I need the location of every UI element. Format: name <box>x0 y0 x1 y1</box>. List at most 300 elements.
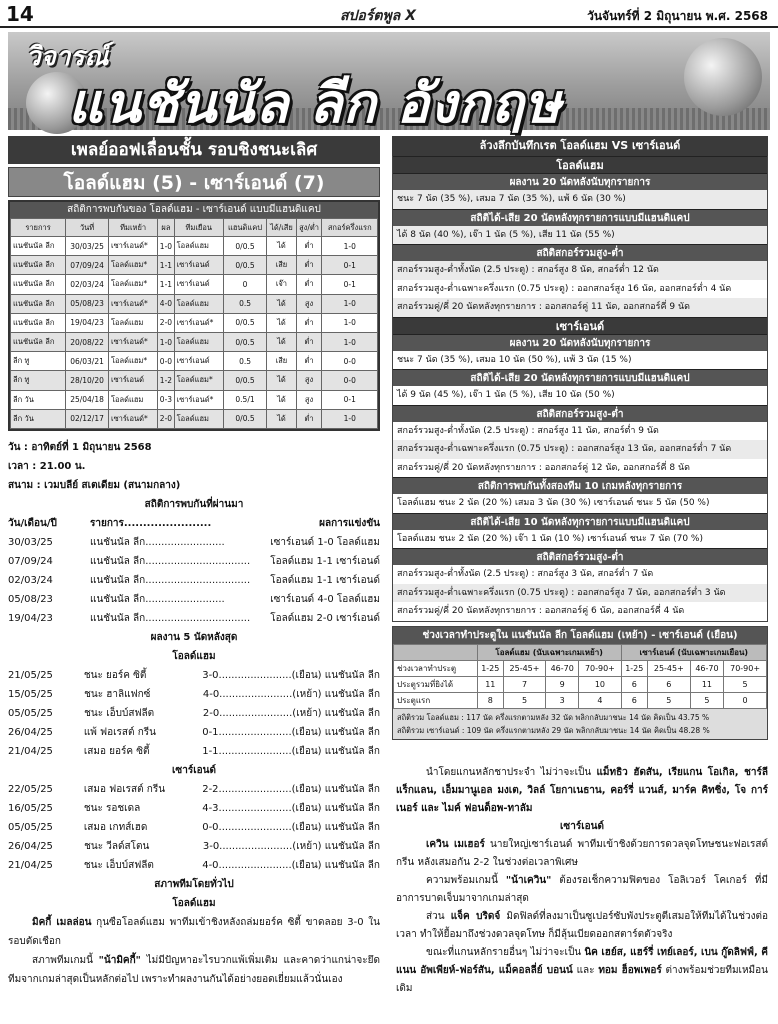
goal-timing-cell: 4 <box>579 692 621 708</box>
list-item-date: 22/05/25 <box>8 784 53 795</box>
list-item-venue: (เหย้า) แนชันนัล ลีก <box>292 841 380 852</box>
comeback-team2: สถิติรวม เซาร์เอนด์ : 109 นัด ครึ่งแรกตามหลัง 29 นัด พลิกกลับมาชนะ 14 นัด คิดเป็น 48.28 % <box>397 725 710 735</box>
team2-ou-heading: สถิติสกอร์รวมสูง-ต่ำ <box>393 405 767 422</box>
goal-timing-cell: 7 <box>503 676 545 692</box>
list-item <box>8 704 380 723</box>
goal-timing-cell: 46-70 <box>690 660 723 676</box>
stats-col-header: ทีมเยือน <box>174 219 223 237</box>
stats-cell: 1-0 <box>322 313 378 332</box>
stats-cell: ต่ำ <box>296 409 322 428</box>
stats-cell: 0/0.5 <box>223 371 266 390</box>
stats-row <box>11 371 378 390</box>
stats-cell: สูง <box>296 294 322 313</box>
list-item-comp: แนชันนัล ลีก................................. <box>90 556 251 567</box>
stats-cell: ลีก ทู <box>11 352 66 371</box>
team1-ou-line: สกอร์รวมสูง-ต่ำเฉพาะครึ่งแรก (0.75 ประตู) : ออกสกอร์สูง 16 นัด, ออกสกอร์ต่ำ 4 นัด <box>397 283 732 294</box>
stats-cell: โอลด์แฮม* <box>109 275 158 294</box>
list-item-opp: เสมอ เกทส์เฮด <box>83 822 148 833</box>
stats-cell: ต่ำ <box>296 352 322 371</box>
h2h-ou-heading: สถิติสกอร์รวมสูง-ต่ำ <box>393 548 767 565</box>
team1-lineup-paragraph <box>396 764 768 818</box>
player-name: แจ็ค บริดจ์ <box>450 911 501 922</box>
goal-timing-label: ประตูรวมที่ยิงได้ <box>394 676 478 692</box>
list-item-score: 0-0....................... <box>202 822 292 833</box>
stats-cell: ต่ำ <box>296 275 322 294</box>
list-item-venue: (เยือน) แนชันนัล ลีก <box>291 860 380 871</box>
list-item-score: 4-0....................... <box>202 860 292 871</box>
stats-cell: เสีย <box>267 256 296 275</box>
stats-cell: โอลด์แฮม* <box>174 371 223 390</box>
stats-cell: เซาร์เอนด์ <box>174 352 223 371</box>
goal-timing-label: ประตูแรก <box>394 692 478 708</box>
manager-name: มิคกี้ เมลล่อน <box>32 917 92 928</box>
team2-form-heading: ผลงาน 20 นัดหลังนับทุกรายการ <box>393 334 767 351</box>
list-item-date: 05/08/23 <box>8 594 53 605</box>
list-item-venue: (เยือน) แนชันนัล ลีก <box>291 803 380 814</box>
list-item-venue: (เยือน) แนชันนัล ลีก <box>291 784 380 795</box>
stats-cell: 02/03/24 <box>66 275 109 294</box>
stats-cell: 0.5 <box>223 294 266 313</box>
list-item-comp: แนชันนัล ลีก................................. <box>90 575 251 586</box>
stats-col-header: แฮนดิแคป <box>223 219 266 237</box>
list-item-date: 30/03/25 <box>8 537 53 548</box>
list-item-date: 21/04/25 <box>8 746 53 757</box>
stats-row <box>11 294 378 313</box>
goal-timing-heading: ช่วงเวลาทำประตูใน แนชันนัล ลีก โอลด์แฮม (เหย้า) - เซาร์เอนด์ (เยือน) <box>393 627 767 644</box>
list-item <box>8 590 380 609</box>
stats-cell: เซาร์เอนด์ <box>109 371 158 390</box>
list-item-score: 4-3....................... <box>202 803 292 814</box>
goal-timing-cell: 6 <box>621 676 647 692</box>
h2h-col-result: ผลการแข่งขัน <box>319 518 380 529</box>
list-item-date: 16/05/25 <box>8 803 53 814</box>
team1-ou-line: สกอร์รวมคู่/คี่ 20 นัดหลังทุกรายการ : ออกสกอร์คู่ 11 นัด, ออกสกอร์คี่ 9 นัด <box>393 298 767 317</box>
list-item-comp: แนชันนัล ลีก................................. <box>90 613 251 624</box>
list-item-opp: เสมอ ฟอเรสต์ กรีน <box>83 784 166 795</box>
list-item-opp: ชนะ เอ็บบ์สฟลีต <box>83 860 154 871</box>
stats-cell: 0/0.5 <box>223 409 266 428</box>
stats-cell: 1-0 <box>322 409 378 428</box>
stats-cell: 05/08/23 <box>66 294 109 313</box>
stats-cell: เซาร์เอนด์* <box>174 313 223 332</box>
stats-cell: ได้ <box>267 371 296 390</box>
team1-ou-line: สกอร์รวมสูง-ต่ำทั้งนัด (2.5 ประตู) : สกอร์สูง 8 นัด, สกอร์ต่ำ 12 นัด <box>393 261 767 280</box>
list-item-comp: แนชันนัล ลีก......................... <box>90 537 225 548</box>
stats-cell: 0/0.5 <box>223 313 266 332</box>
goal-timing-cell: 70-90+ <box>724 660 767 676</box>
stats-cell: โอลด์แฮม* <box>109 352 158 371</box>
handicap-stats-table <box>10 218 378 429</box>
football-right-icon <box>684 38 762 116</box>
h2h-ou-line: สกอร์รวมคู่/คี่ 20 นัดหลังทุกรายการ : ออกสกอร์คู่ 6 นัด, ออกสกอร์คี่ 4 นัด <box>397 606 685 616</box>
stats-cell: 07/09/24 <box>66 256 109 275</box>
list-item-date: 21/04/25 <box>8 860 53 871</box>
goal-timing-cell: 5 <box>647 692 690 708</box>
list-item-venue: (เหย้า) แนชันนัล ลีก <box>292 689 380 700</box>
comeback-team1: สถิติรวม โอลด์แฮม : 117 นัด ครึ่งแรกตามหลัง 32 นัด พลิกกลับมาชนะ 14 นัด คิดเป็น 43.75 % <box>397 712 710 722</box>
list-item-venue: (เยือน) แนชันนัล ลีก <box>291 746 380 757</box>
stats-row <box>11 332 378 351</box>
list-item-score: 4-0....................... <box>202 689 293 700</box>
list-item <box>8 780 380 799</box>
condition-paragraph-2 <box>8 951 380 989</box>
stats-cell: 0-0 <box>322 352 378 371</box>
list-item-result: โอลด์แฮม 2-0 เซาร์เอนด์ <box>270 613 380 624</box>
list-item <box>8 837 380 856</box>
list-item-date: 26/04/25 <box>8 727 53 738</box>
manager-nickname: "น้ามิคกี้" <box>98 955 141 966</box>
team2-text-4b: และ <box>572 965 599 976</box>
list-item-result: โอลด์แฮม 1-1 เซาร์เอนด์ <box>270 575 380 586</box>
stats-cell: 25/04/18 <box>66 390 109 409</box>
goal-timing-table <box>393 644 767 709</box>
list-item-score: 3-0....................... <box>202 841 293 852</box>
list-item-score: 1-1....................... <box>202 746 292 757</box>
team2-form-line: ชนะ 7 นัด (35 %), เสมอ 10 นัด (50 %), แพ้ 3 นัด (15 %) <box>397 354 632 365</box>
h2h-title: สถิติการพบกันที่ผ่านมา <box>144 499 244 510</box>
team2-paragraph-4 <box>396 944 768 998</box>
team1-form-heading: ผลงาน 20 นัดหลังนับทุกรายการ <box>393 173 767 190</box>
stats-cell: เสีย <box>267 352 296 371</box>
player-names: นิค เฮย์ส, แฮร์รี่ เทย์เลอร์, เบน กู๊ดลิฟฟ์, คีแนน อัพเพียห์-ฟอร์สัน, แม็คอลลี่ย์ บอนน์ <box>396 947 768 976</box>
stats-cell: 1-0 <box>158 332 174 351</box>
banner-title: แนชันนัล ลีก อังกฤษ <box>68 72 562 135</box>
handicap-stats-title: สถิติการพบกันของ โอลด์แฮม - เซาร์เอนด์ แบบมีแฮนดิแคป <box>10 202 378 218</box>
list-item-score: 0-1....................... <box>202 727 292 738</box>
stats-cell: สูง <box>296 371 322 390</box>
team1-handicap-line: ได้ 8 นัด (40 %), เจ๊า 1 นัด (5 %), เสีย 11 นัด (55 %) <box>393 226 767 245</box>
match-info <box>8 438 380 989</box>
match-heading: โอลด์แฮม (5) - เซาร์เอนด์ (7) <box>8 167 380 197</box>
stats-cell: 0-0 <box>322 371 378 390</box>
list-item-date: 05/05/25 <box>8 822 53 833</box>
team2-text-3a: ส่วน <box>426 911 451 922</box>
stats-col-header: วันที่ <box>66 219 109 237</box>
stats-cell: เซาร์เอนด์* <box>174 390 223 409</box>
rate-analysis-box <box>392 156 768 622</box>
team2-handicap-heading: สถิติได้-เสีย 20 นัดหลังทุกรายการแบบมีแฮนดิแคป <box>393 369 767 386</box>
stats-row <box>11 237 378 256</box>
stats-row <box>11 409 378 428</box>
stats-cell: ได้ <box>267 313 296 332</box>
goal-timing-cell: 0 <box>724 692 767 708</box>
form-team1-title: โอลด์แฮม <box>172 651 216 662</box>
form-team1-list <box>8 666 380 761</box>
stats-cell: 20/08/22 <box>66 332 109 351</box>
stats-cell: 02/12/17 <box>66 409 109 428</box>
list-item <box>8 799 380 818</box>
stats-cell: เซาร์เอนด์* <box>109 409 158 428</box>
stats-cell: ต่ำ <box>296 332 322 351</box>
stats-cell: 1-0 <box>322 332 378 351</box>
stats-cell: 0.5/1 <box>223 390 266 409</box>
goal-timing-cell: 9 <box>546 676 579 692</box>
list-item-date: 19/04/23 <box>8 613 53 624</box>
goal-timing-cell: 46-70 <box>546 660 579 676</box>
stats-cell: 0-1 <box>322 275 378 294</box>
stats-row <box>11 313 378 332</box>
goal-timing-cell: 70-90+ <box>579 660 621 676</box>
match-day: วัน : อาทิตย์ที่ 1 มิถุนายน 2568 <box>8 442 152 453</box>
team2-text-3b: มิดฟิลด์ที่ลงมาเป็นซูเปอร์ซับพังประตูตีเสมอให้ทีมได้ในช่วงต่อเวลา ทำให้ยื้อมาถึงช่วงดวลจุดโทษ ก็มีลุ้นเบียดออกสตาร์ตตัวจริง <box>396 911 768 940</box>
stats-cell: เซาร์เอนด์* <box>109 237 158 256</box>
stats-cell: 1-0 <box>158 237 174 256</box>
brand-logo: สปอร์ตพูล X <box>340 8 416 24</box>
stats-cell: 30/03/25 <box>66 237 109 256</box>
stats-cell: ต่ำ <box>296 237 322 256</box>
stats-cell: 1-0 <box>322 237 378 256</box>
list-item-venue: (เยือน) แนชันนัล ลีก <box>291 822 380 833</box>
goal-timing-team2: เซาร์เอนด์ (นับเฉพาะเกมเยือน) <box>621 644 766 660</box>
list-item-date: 07/09/24 <box>8 556 53 567</box>
stats-cell: 2-0 <box>158 409 174 428</box>
goal-timing-cell: 5 <box>690 692 723 708</box>
stats-cell: 1-1 <box>158 275 174 294</box>
list-item <box>8 533 380 552</box>
stats-col-header: ผล <box>158 219 174 237</box>
stats-cell: 19/04/23 <box>66 313 109 332</box>
list-item-venue: (เยือน) แนชันนัล ลีก <box>291 670 380 681</box>
list-item-opp: ชนะ วีลด์สโตน <box>84 841 150 852</box>
list-item-date: 02/03/24 <box>8 575 53 586</box>
stats-cell: ลีก วัน <box>11 390 66 409</box>
list-item <box>8 666 380 685</box>
stats-cell: เจ๊า <box>267 275 296 294</box>
condition-text-1: กุนซือโอลด์แฮม พาทีมเข้าชิงหลังถล่มยอร์ค ซิตี้ ขาดลอย 3-0 ในรอบตัดเชือก <box>8 917 380 947</box>
goal-timing-label: ช่วงเวลาทำประตู <box>394 660 478 676</box>
form-title: ผลงาน 5 นัดหลังสุด <box>150 632 238 643</box>
list-item-opp: เสมอ ยอร์ค ซิตี้ <box>83 746 150 757</box>
goal-timing-cell: 1-25 <box>621 660 647 676</box>
stats-row <box>11 275 378 294</box>
goal-timing-cell: 6 <box>621 692 647 708</box>
stats-cell: เซาร์เอนด์ <box>174 256 223 275</box>
list-item-venue: (เยือน) แนชันนัล ลีก <box>291 727 380 738</box>
list-item-venue: (เหย้า) แนชันนัล ลีก <box>292 708 380 719</box>
page-number: 14 <box>6 2 34 26</box>
lineup-text: นำโดยแกนหลักชาประจำ ไม่ว่าจะเป็น <box>426 767 597 778</box>
goal-timing-cell: 5 <box>724 676 767 692</box>
handicap-stats-box <box>8 200 380 431</box>
goal-timing-cell: 8 <box>477 692 503 708</box>
goal-timing-cell: 25-45+ <box>647 660 690 676</box>
list-item-date: 05/05/25 <box>8 708 53 719</box>
stats-cell: แนชันนัล ลีก <box>11 237 66 256</box>
goal-timing-cell: 11 <box>690 676 723 692</box>
team1-heading: โอลด์แฮม <box>393 156 767 173</box>
stats-cell: ได้ <box>267 390 296 409</box>
stats-cell: 06/03/21 <box>66 352 109 371</box>
team2-manager: เควิน เมเฮอร์ <box>426 839 485 850</box>
match-venue: สนาม : เวมบลีย์ สเตเดียม (สนามกลาง) <box>8 480 181 491</box>
list-item-result: โอลด์แฮม 1-1 เซาร์เอนด์ <box>270 556 380 567</box>
goal-timing-corner <box>394 644 478 660</box>
rate-analysis-right <box>392 136 768 740</box>
list-item <box>8 609 380 628</box>
team2-ou-line: สกอร์รวมคู่/คี่ 20 นัดหลังทุกรายการ : ออกสกอร์คู่ 12 นัด, ออกสกอร์คี่ 8 นัด <box>397 462 690 473</box>
stats-cell: สูง <box>296 390 322 409</box>
title-banner <box>8 32 770 135</box>
comeback-stats <box>393 709 767 739</box>
team2-paragraph-1 <box>396 836 768 872</box>
h2h-col-comp: รายการ....................... <box>90 518 212 529</box>
list-item-opp: ชนะ ฮาลิแฟกซ์ <box>84 689 151 700</box>
team2-handicap-line: ได้ 9 นัด (45 %), เจ๊า 1 นัด (5 %), เสีย 10 นัด (50 %) <box>397 390 615 400</box>
stats-cell: 0/0.5 <box>223 237 266 256</box>
stats-cell: 0-1 <box>322 256 378 275</box>
team2-paragraph-3 <box>396 908 768 944</box>
list-item-opp: ชนะ เอ็บบ์สฟลีต <box>84 708 155 719</box>
goal-timing-cell: 5 <box>503 692 545 708</box>
stats-cell: โอลด์แฮม <box>109 390 158 409</box>
team2-news-title: เซาร์เอนด์ <box>560 821 604 832</box>
list-item <box>8 571 380 590</box>
stats-cell: แนชันนัล ลีก <box>11 332 66 351</box>
list-item-date: 15/05/25 <box>8 689 53 700</box>
team2-manager-nickname: "น้าเควิน" <box>505 875 552 886</box>
stats-col-header: ทีมเหย้า <box>109 219 158 237</box>
goal-timing-cell: 3 <box>546 692 579 708</box>
stats-cell: 2-0 <box>158 313 174 332</box>
list-item-score: 3-0....................... <box>202 670 292 681</box>
stats-cell: 28/10/20 <box>66 371 109 390</box>
stats-cell: ต่ำ <box>296 256 322 275</box>
goal-timing-row <box>394 676 767 692</box>
stats-cell: 1-1 <box>158 256 174 275</box>
list-item <box>8 723 380 742</box>
stats-row <box>11 352 378 371</box>
stats-cell: 1-2 <box>158 371 174 390</box>
h2h-header-row <box>8 514 380 533</box>
stats-col-header: รายการ <box>11 219 66 237</box>
list-item-result: เซาร์เอนด์ 1-0 โอลด์แฮม <box>270 537 380 548</box>
stats-cell: 0 <box>223 275 266 294</box>
stats-cell: 0.5 <box>223 352 266 371</box>
list-item-opp: แพ้ ฟอเรสต์ กรีน <box>83 727 156 738</box>
page-header <box>0 0 778 28</box>
stats-col-header: สูง/ต่ำ <box>296 219 322 237</box>
stats-col-header: ได้/เสีย <box>267 219 296 237</box>
player-name-2: ทอม ฮ็อพเพอร์ <box>598 965 662 976</box>
list-item-score: 2-2....................... <box>202 784 292 795</box>
stats-cell: โอลด์แฮม <box>174 409 223 428</box>
h2h10-heading: สถิติการพบกันทั้งสองทีม 10 เกมหลังทุกรายการ <box>393 477 767 494</box>
stats-col-header: สกอร์ครึ่งแรก <box>322 219 378 237</box>
stats-cell: ต่ำ <box>296 313 322 332</box>
team2-text-2b: ต้องรอเช็กความฟิตของ โอลิเวอร์ โคเกอร์ ที่มีอาการบาดเจ็บมาจากเกมล่าสุด <box>396 875 768 904</box>
match-preview-left <box>8 136 380 431</box>
form-team2-list <box>8 780 380 875</box>
stats-cell: โอลด์แฮม* <box>109 256 158 275</box>
stats-cell: ได้ <box>267 409 296 428</box>
list-item-opp: ชนะ รอชเดล <box>83 803 141 814</box>
team-news-right <box>396 764 768 998</box>
stats-cell: โอลด์แฮม <box>174 237 223 256</box>
team1-handicap-heading: สถิติได้-เสีย 20 นัดหลังทุกรายการแบบมีแฮนดิแคป <box>393 209 767 226</box>
team2-ou-line: สกอร์รวมสูง-ต่ำทั้งนัด (2.5 ประตู) : สกอร์สูง 11 นัด, สกอร์ต่ำ 9 นัด <box>397 425 659 436</box>
list-item <box>8 685 380 704</box>
goal-timing-cell: 10 <box>579 676 621 692</box>
team2-text-4c: ต่างพร้อมช่วยทีมเหมือนเดิม <box>396 965 768 994</box>
stats-cell: 0-0 <box>158 352 174 371</box>
stats-row <box>11 390 378 409</box>
stats-cell: โอลด์แฮม <box>174 294 223 313</box>
goal-timing-team1: โอลด์แฮม (นับเฉพาะเกมเหย้า) <box>477 644 621 660</box>
stats-cell: 1-0 <box>322 294 378 313</box>
stats-cell: แนชันนัล ลีก <box>11 256 66 275</box>
form-team2-title: เซาร์เอนด์ <box>172 765 216 776</box>
stats-cell: ได้ <box>267 294 296 313</box>
team1-ou-heading: สถิติสกอร์รวมสูง-ต่ำ <box>393 244 767 261</box>
goal-timing-row <box>394 692 767 708</box>
condition-text-2a: สภาพทีมเกมนี้ <box>32 955 99 966</box>
stats-cell: แนชันนัล ลีก <box>11 313 66 332</box>
list-item <box>8 742 380 761</box>
lineup-names: แม็ทธิว ฮัดสัน, เรียแกน โอเกิล, ชาร์ลี แร็กแลน, เอ็มมานูเอล มงเต, วิลล์ โยกาเนธาน, คอร์รี่ แวนส์, มาร์ค คิทชิ่ง, โจ การ์เนอร์ และ ไมค์ ฟอนด็อพ-ทาลัม <box>396 767 768 814</box>
list-item-result: เซาร์เอนด์ 4-0 โอลด์แฮม <box>270 594 380 605</box>
stats-cell: เซาร์เอนด์* <box>109 294 158 313</box>
stats-cell: 0/0.5 <box>223 332 266 351</box>
stats-cell: แนชันนัล ลีก <box>11 275 66 294</box>
goal-timing-row <box>394 660 767 676</box>
h2h-col-date: วัน/เดือน/ปี <box>8 518 57 529</box>
team2-paragraph-2 <box>396 872 768 908</box>
team2-text-1: นายใหญ่เซาร์เอนด์ พาทีมเข้าชิงด้วยการดวลจุดโทษชนะฟอเรสต์ กรีน หลังเสมอกัน 2-2 ในช่วงต่อเวลาพิเศษ <box>396 839 768 868</box>
goal-timing-box <box>392 626 768 740</box>
condition-paragraph-1 <box>8 913 380 951</box>
round-heading: เพลย์ออฟเลื่อนชั้น รอบชิงชนะเลิศ <box>8 136 380 164</box>
list-item-opp: ชนะ ยอร์ค ซิตี้ <box>83 670 147 681</box>
banner-subtitle: วิจารณ์ <box>26 42 109 72</box>
h2h-list <box>8 533 380 628</box>
stats-cell: แนชันนัล ลีก <box>11 294 66 313</box>
team2-heading: เซาร์เอนด์ <box>393 317 767 334</box>
h2h10-handicap-heading: สถิติได้-เสีย 10 นัดหลังทุกรายการแบบมีแฮนดิแคป <box>393 513 767 530</box>
goal-timing-cell: 1-25 <box>477 660 503 676</box>
goal-timing-cell: 11 <box>477 676 503 692</box>
list-item-date: 26/04/25 <box>8 841 53 852</box>
stats-cell: ลีก วัน <box>11 409 66 428</box>
rate-analysis-title: ล้วงลึกบันทึกเรต โอลด์แฮม VS เซาร์เอนด์ <box>392 136 768 156</box>
stats-cell: 0/0.5 <box>223 256 266 275</box>
stats-cell: ได้ <box>267 237 296 256</box>
stats-cell: โอลด์แฮม <box>174 332 223 351</box>
match-time: เวลา : 21.00 น. <box>8 461 86 472</box>
issue-date: วันจันทร์ที่ 2 มิถุนายน พ.ศ. 2568 <box>587 9 768 23</box>
stats-cell: 0-1 <box>322 390 378 409</box>
stats-cell: โอลด์แฮม <box>109 313 158 332</box>
team2-ou-line: สกอร์รวมสูง-ต่ำเฉพาะครึ่งแรก (0.75 ประตู) : ออกสกอร์สูง 13 นัด, ออกสกอร์ต่ำ 7 นัด <box>393 440 767 459</box>
list-item-comp: แนชันนัล ลีก......................... <box>90 594 225 605</box>
stats-cell: ได้ <box>267 332 296 351</box>
stats-cell: เซาร์เอนด์* <box>109 332 158 351</box>
condition-text-2b: ไม่มีปัญหาอะไรบวกแพ้เพิ่มเติม และคาดว่าแกน่าจะยึดทีมจากเกมล่าสุดเป็นหลักต่อไป เพราะทำผลงานกันได้อย่างยอดเยี่ยมแล้วนั่นเอง <box>8 955 380 985</box>
h2h-ou-line: สกอร์รวมสูง-ต่ำทั้งนัด (2.5 ประตู) : สกอร์สูง 3 นัด, สกอร์ต่ำ 7 นัด <box>397 569 654 579</box>
h2h10-handicap-line: โอลด์แฮม ชนะ 2 นัด (20 %) เจ๊า 1 นัด (10 %) เซาร์เอนด์ ชนะ 7 นัด (70 %) <box>397 533 703 544</box>
condition-team-title: โอลด์แฮม <box>172 898 216 909</box>
stats-cell: 0-3 <box>158 390 174 409</box>
list-item-date: 21/05/25 <box>8 670 53 681</box>
list-item <box>8 856 380 875</box>
stats-cell: ลีก ทู <box>11 371 66 390</box>
list-item-score: 2-0....................... <box>202 708 293 719</box>
team1-form-line: ชนะ 7 นัด (35 %), เสมอ 7 นัด (35 %), แพ้ 6 นัด (30 %) <box>393 190 767 209</box>
condition-title: สภาพทีมโดยทั่วไป <box>154 879 234 890</box>
list-item <box>8 552 380 571</box>
team2-text-4a: ขณะที่แกนหลักรายอื่นๆ ไม่ว่าจะเป็น <box>426 947 585 958</box>
goal-timing-cell: 6 <box>647 676 690 692</box>
h2h-ou-line: สกอร์รวมสูง-ต่ำเฉพาะครึ่งแรก (0.75 ประตู) : ออกสกอร์สูง 7 นัด, ออกสกอร์ต่ำ 3 นัด <box>393 584 767 603</box>
